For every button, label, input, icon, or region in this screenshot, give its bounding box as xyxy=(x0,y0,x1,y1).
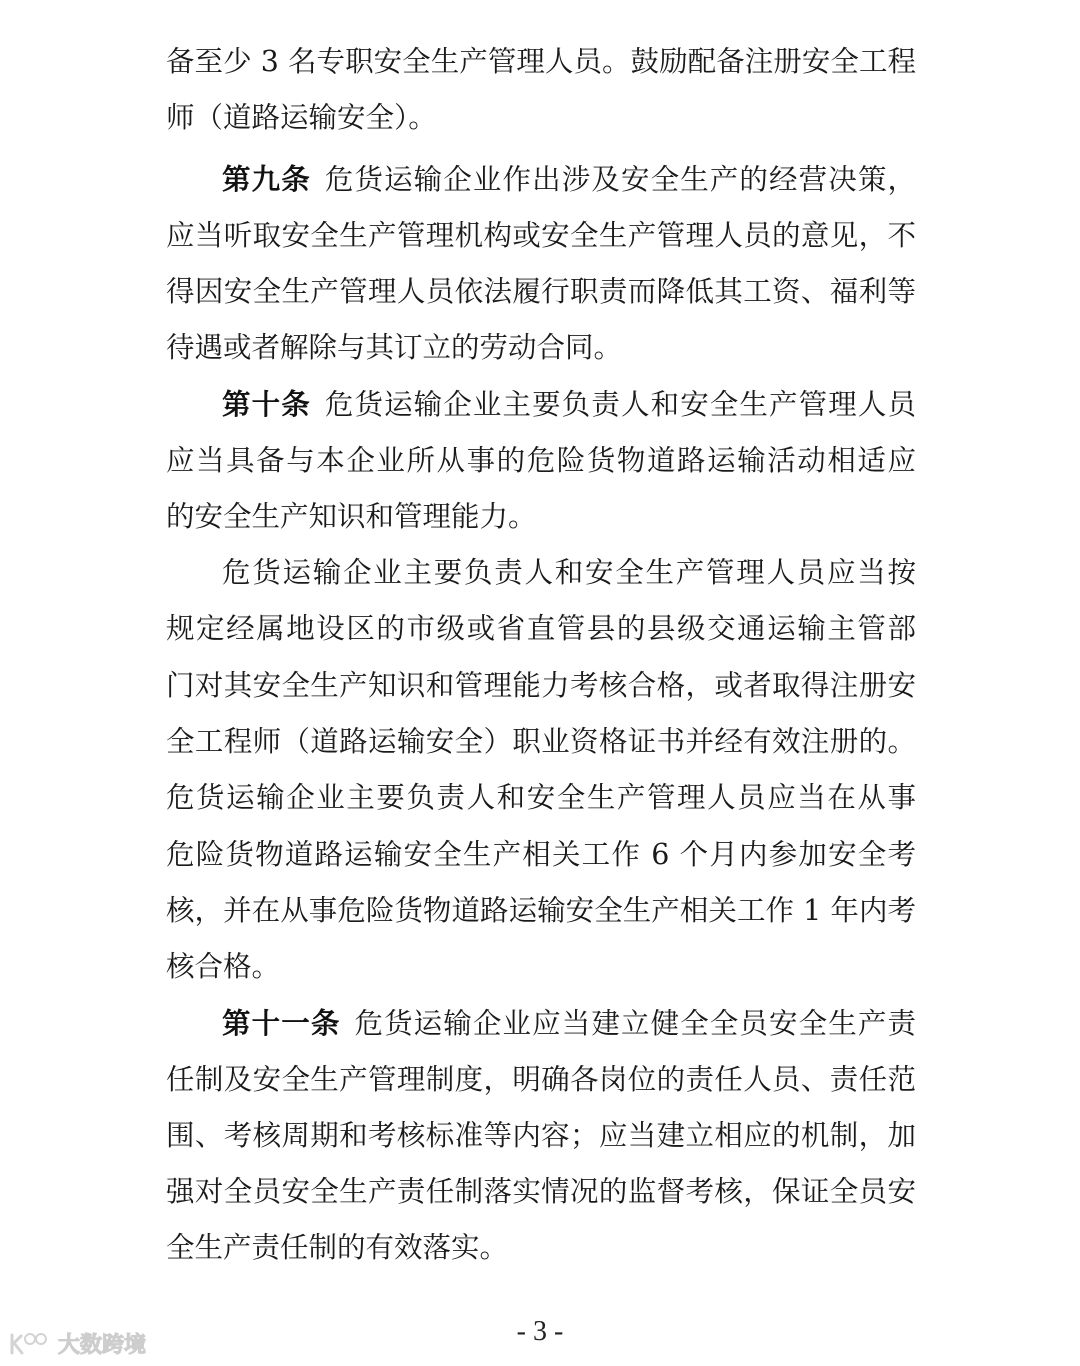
text-line xyxy=(166,1172,916,1212)
article-heading: 第十一条 xyxy=(222,1007,341,1040)
article-heading: 第十条 xyxy=(222,388,311,421)
line-text: 待遇或者解除与其订立的劳动合同。 xyxy=(166,331,623,364)
article-10-first-line xyxy=(222,385,916,425)
line-text: 危货运输企业主要负责人和安全生产管理人员应当按 xyxy=(222,556,916,589)
text-line xyxy=(166,835,916,875)
text-line xyxy=(166,778,916,818)
line-text: 的安全生产知识和管理能力。 xyxy=(166,500,537,533)
watermark xyxy=(8,1328,146,1359)
page-number: - 3 - xyxy=(516,1316,564,1347)
line-text: 门对其安全生产知识和管理能力考核合格，或者取得注册安 xyxy=(166,669,916,702)
line-text: 任制及安全生产管理制度，明确各岗位的责任人员、责任范 xyxy=(166,1063,916,1096)
line-text: 强对全员安全生产责任制落实情况的监督考核，保证全员安 xyxy=(166,1175,916,1208)
article-11-first-line xyxy=(222,1004,916,1044)
line-text: 备至少 3 名专职安全生产管理人员。鼓励配备注册安全工程 xyxy=(166,45,916,78)
text-line xyxy=(166,216,916,256)
line-text: 全生产责任制的有效落实。 xyxy=(166,1231,509,1264)
line-text: 得因安全生产管理人员依法履行职责而降低其工资、福利等 xyxy=(166,275,916,308)
line-text: 危货运输企业应当建立健全全员安全生产责 xyxy=(354,1007,916,1040)
line-text: 危货运输企业主要负责人和安全生产管理人员 xyxy=(324,388,916,421)
paragraph-first-line xyxy=(222,553,916,593)
text-line xyxy=(166,272,916,312)
text-line xyxy=(166,666,916,706)
text-line xyxy=(166,1228,916,1268)
text-line xyxy=(166,609,916,649)
text-line xyxy=(166,1116,916,1156)
text-line xyxy=(166,441,916,481)
text-line xyxy=(166,891,916,931)
text-line xyxy=(166,98,916,138)
text-line xyxy=(166,42,916,82)
line-text: 危货运输企业作出涉及安全生产的经营决策， xyxy=(324,163,916,196)
line-text: 全工程师（道路运输安全）职业资格证书并经有效注册的。 xyxy=(166,725,916,758)
line-text: 规定经属地设区的市级或省直管县的县级交通运输主管部 xyxy=(166,612,916,645)
line-text: 应当听取安全生产管理机构或安全生产管理人员的意见，不 xyxy=(166,219,916,252)
watermark-text: 大数跨境 xyxy=(58,1333,147,1358)
text-line xyxy=(166,947,916,987)
line-text: 核合格。 xyxy=(166,950,281,983)
text-line xyxy=(166,497,916,537)
article-9-first-line xyxy=(222,160,916,200)
koo-logo-icon xyxy=(8,1331,52,1357)
line-text: 危险货物道路运输安全生产相关工作 6 个月内参加安全考 xyxy=(166,838,916,871)
text-line xyxy=(166,328,916,368)
text-line xyxy=(166,722,916,762)
line-text: 师（道路运输安全）。 xyxy=(166,101,437,134)
line-text: 核，并在从事危险货物道路运输安全生产相关工作 1 年内考 xyxy=(166,894,916,927)
line-text: 危货运输企业主要负责人和安全生产管理人员应当在从事 xyxy=(166,781,916,814)
line-text: 应当具备与本企业所从事的危险货物道路运输活动相适应 xyxy=(166,444,916,477)
article-heading: 第九条 xyxy=(222,163,311,196)
line-text: 围、考核周期和考核标准等内容；应当建立相应的机制，加 xyxy=(166,1119,916,1152)
text-line xyxy=(166,1060,916,1100)
